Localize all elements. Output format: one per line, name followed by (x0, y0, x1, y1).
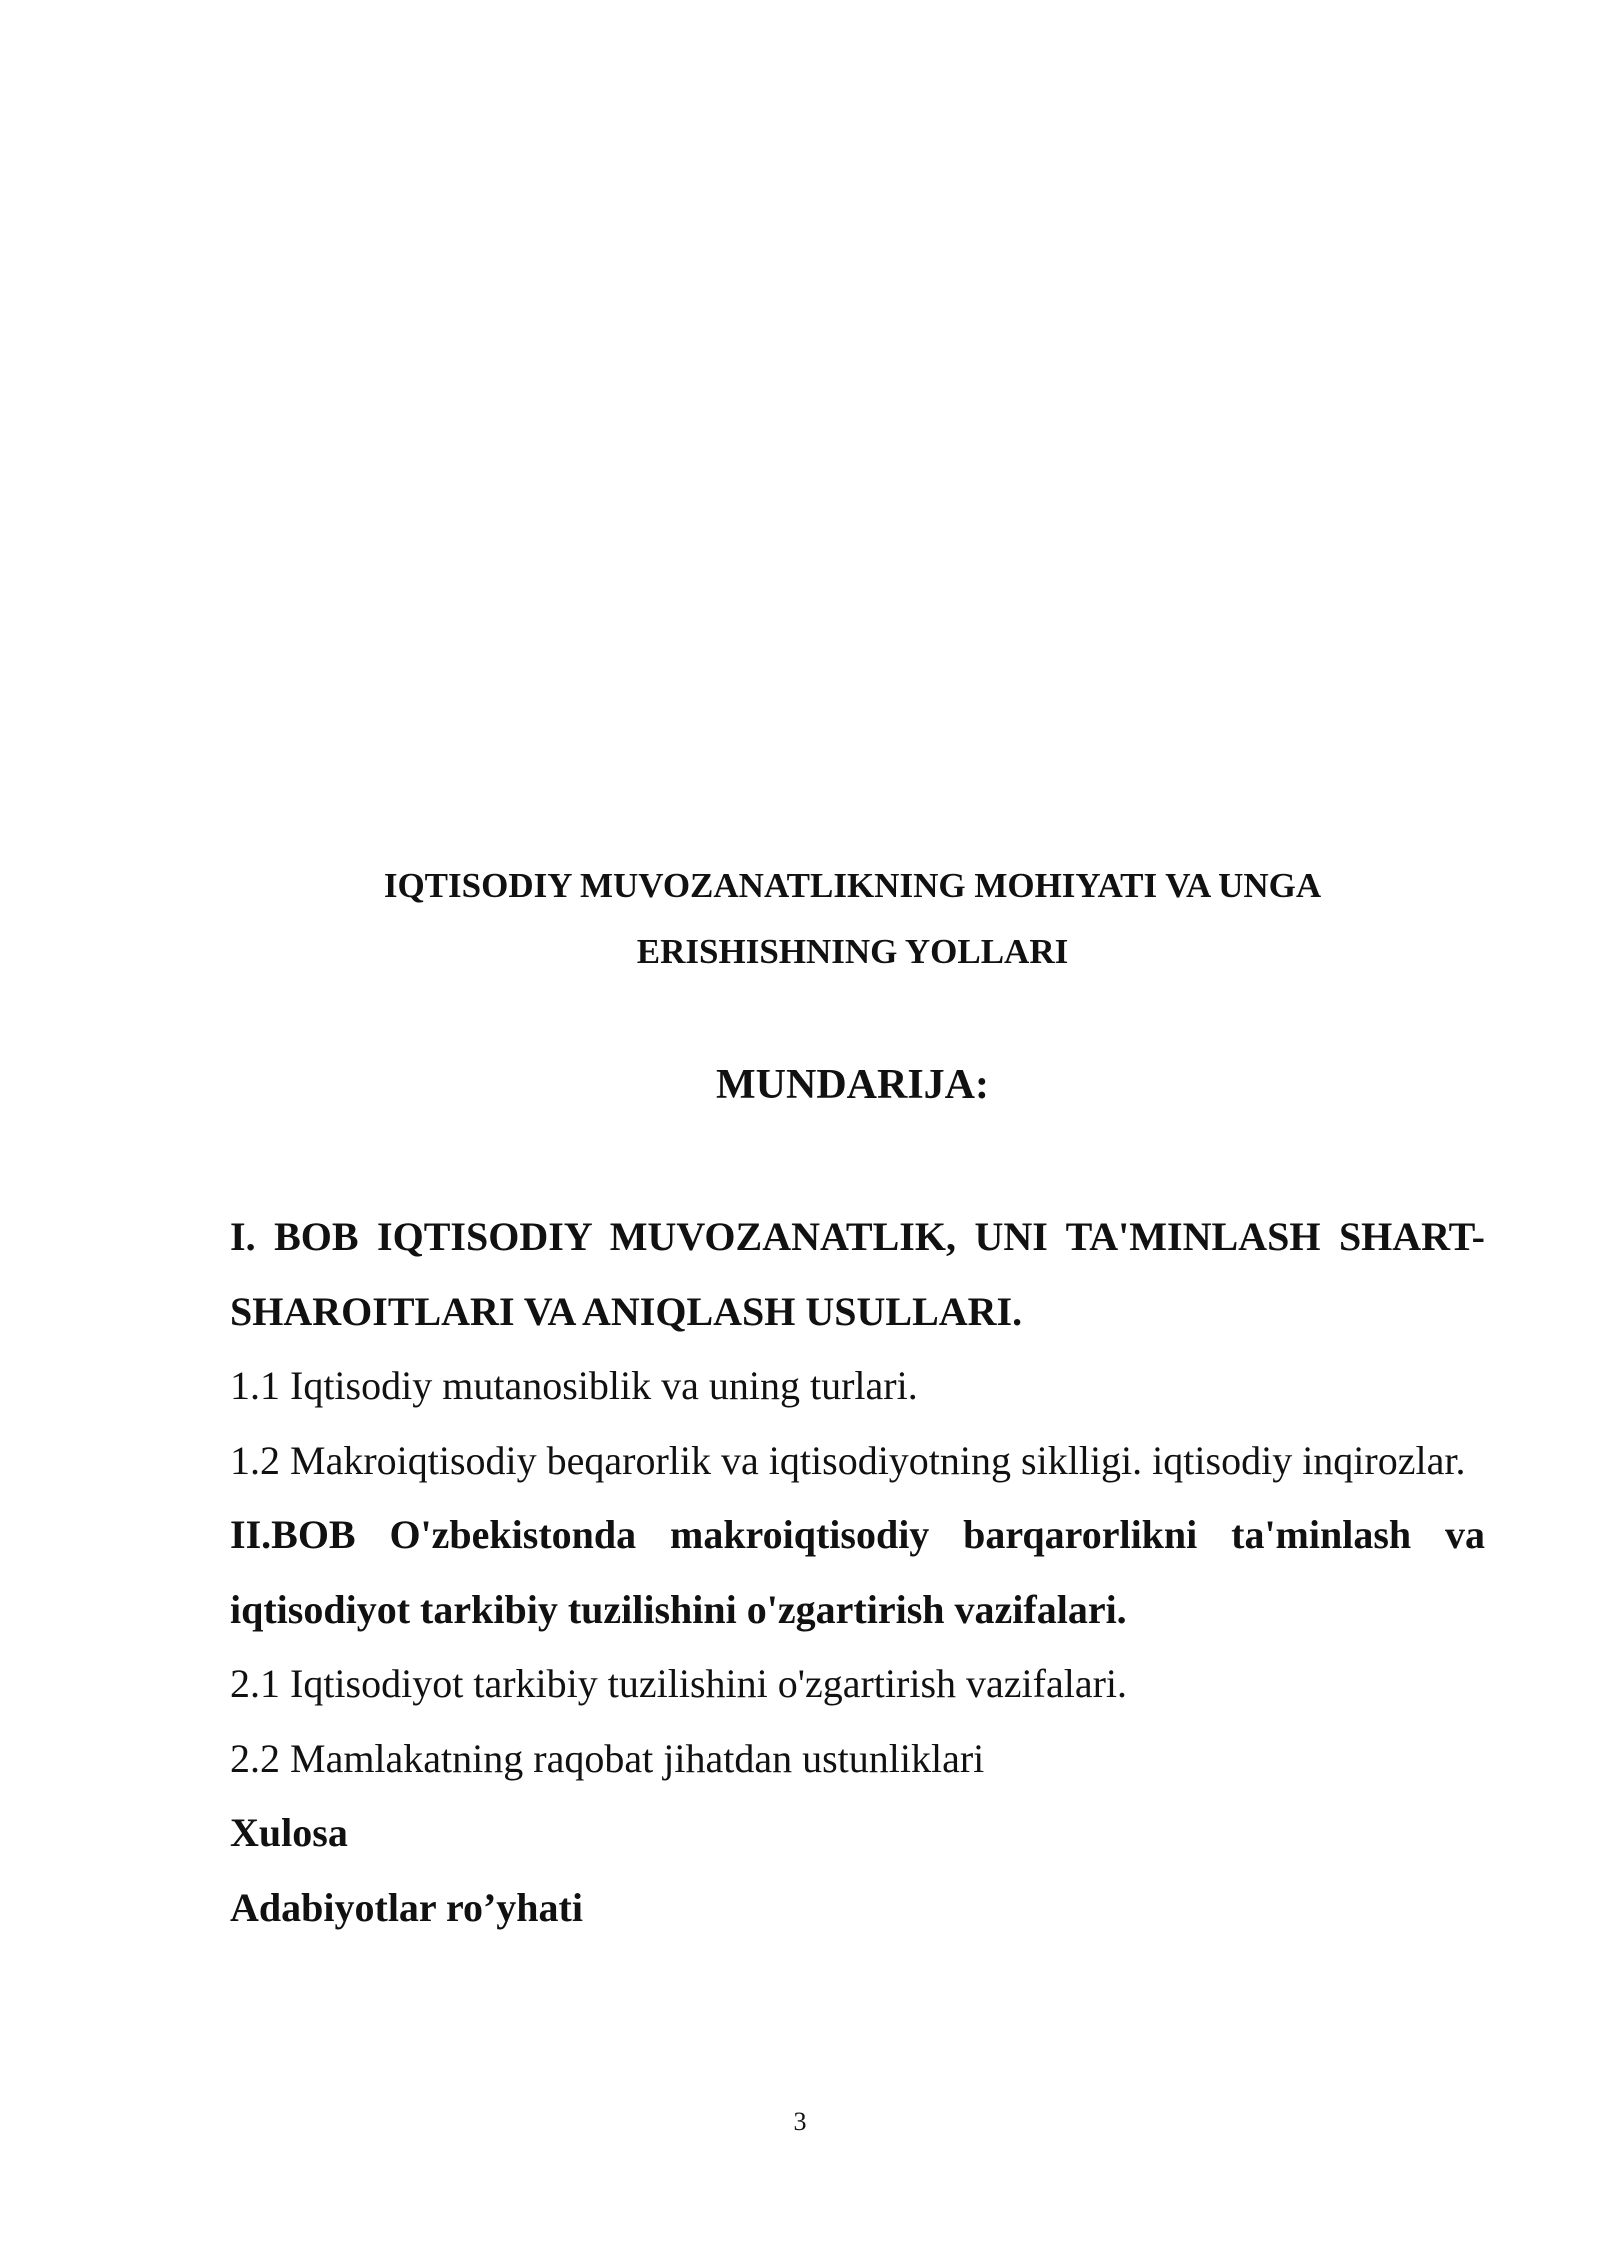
toc-entry-chapter-1: I. BOB IQTISODIY MUVOZANATLIK, UNI TA'MINLASH SHART-SHAROITLARI VA ANIQLASH USULLARI. (230, 1214, 1485, 1334)
toc-entry-conclusion: Xulosa (230, 1810, 348, 1855)
toc-heading: MUNDARIJA: (716, 1062, 989, 1108)
document-title (230, 853, 1475, 985)
toc-entry-chapter-2: II.BOB O'zbekistonda makroiqtisodiy barqarorlikni ta'minlash va iqtisodiyot tarkibiy tuzilishini o'zgartirish vazifalari. (230, 1512, 1485, 1632)
toc-entry-section-1-1: 1.1 Iqtisodiy mutanosiblik va uning turlari. (230, 1363, 918, 1408)
table-of-contents (230, 1200, 1485, 1945)
document-title-line-1: IQTISODIY MUVOZANATLIKNING MOHIYATI VA UNGA (383, 866, 1322, 905)
toc-entry-section-2-2: 2.2 Mamlakatning raqobat jihatdan ustunliklari (230, 1735, 985, 1781)
page-number: 3 (793, 2107, 807, 2136)
toc-entry-section-2-1: 2.1 Iqtisodiyot tarkibiy tuzilishini o'zgartirish vazifalari. (230, 1661, 1128, 1706)
toc-entry-bibliography: Adabiyotlar ro’yhati (230, 1884, 583, 1930)
toc-entry-section-1-2: 1.2 Makroiqtisodiy beqarorlik va iqtisodiyotning siklligi. iqtisodiy inqirozlar. (230, 1437, 1466, 1483)
document-title-line-2: ERISHISHNING YOLLARI (636, 932, 1069, 971)
